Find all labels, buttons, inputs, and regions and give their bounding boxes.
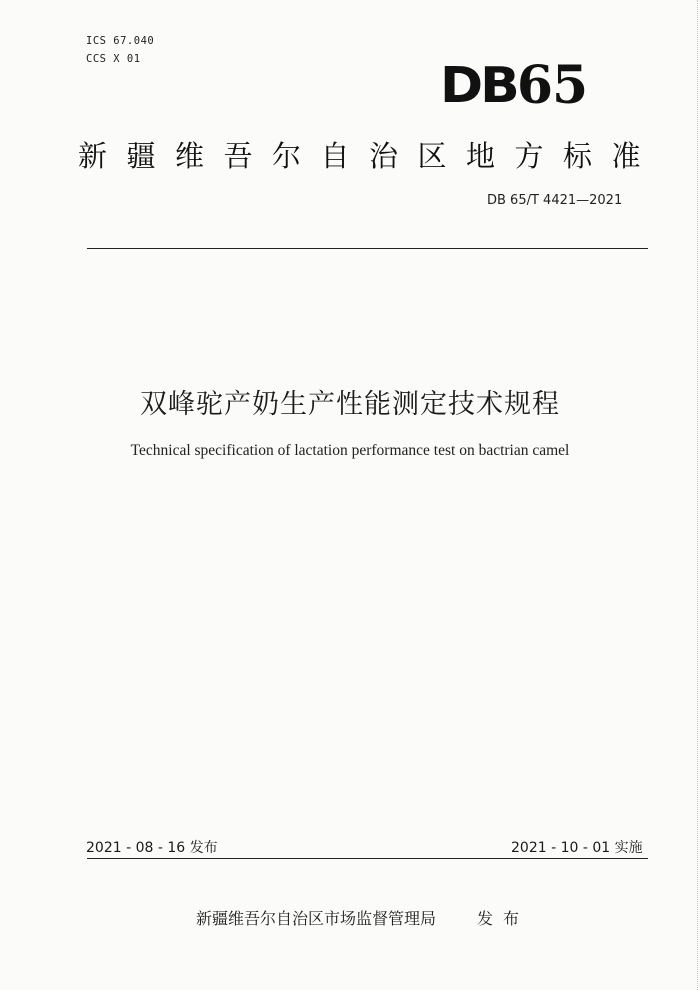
org-standard-title: 新疆维吾尔自治区地方标准: [78, 139, 661, 173]
ics-code: ICS 67.040: [86, 35, 155, 47]
implementation-date: 2021 - 10 - 01 实施: [511, 840, 643, 856]
document-title-zh: 双峰驼产奶生产性能测定技术规程: [140, 389, 560, 420]
scan-edge: [696, 0, 698, 990]
top-divider: [87, 248, 648, 249]
ccs-code: CCS X 01: [86, 53, 141, 65]
issue-date: 2021 - 08 - 16 发布: [86, 840, 218, 856]
issuing-authority: 新疆维吾尔自治区市场监督管理局: [196, 909, 437, 928]
db-logo: [440, 55, 588, 116]
logo-number: 65: [516, 55, 588, 116]
bottom-divider: [87, 858, 648, 859]
issue-label: 发布: [477, 909, 530, 928]
standard-number: DB 65/T 4421—2021: [487, 193, 623, 208]
logo-db-text: DB: [440, 57, 517, 115]
document-title-en: Technical specification of lactation performance test on bactrian camel: [130, 442, 570, 459]
